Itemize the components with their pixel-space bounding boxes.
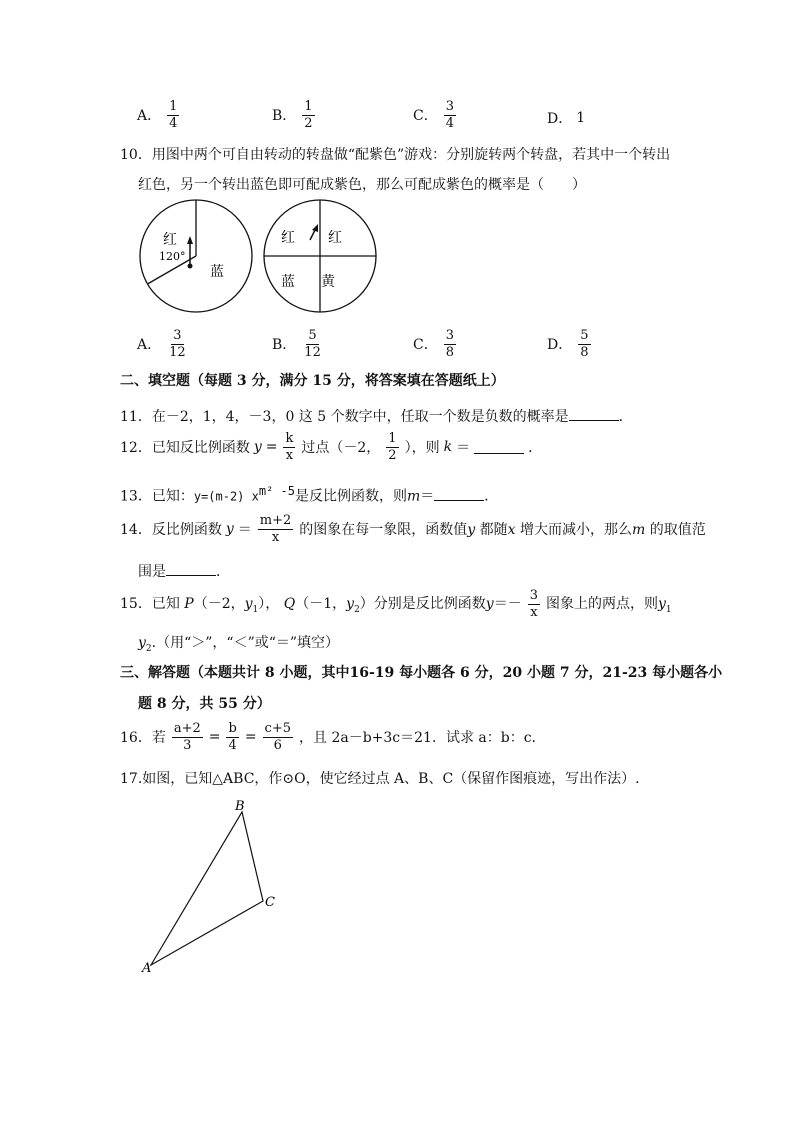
answer-blank xyxy=(166,563,216,576)
denominator: 8 xyxy=(580,344,589,360)
triangle-abc xyxy=(151,812,263,965)
q14-tail: 的取值范 xyxy=(645,522,706,539)
q15-tail: 图象上的两点，则 xyxy=(546,596,658,613)
q11-end: ． xyxy=(618,409,633,425)
spinner-1-pivot xyxy=(188,264,193,269)
q15-prefix: 15．已知 xyxy=(120,596,180,613)
q15-sub-1: 1 xyxy=(252,605,259,616)
question-17: 17.如图，已知△ABC，作⊙O，使它经过点 A、B、C（保留作图痕迹，写出作法）. xyxy=(120,771,640,787)
spinner-2-arrow-icon xyxy=(312,224,318,232)
fraction xyxy=(444,100,456,130)
q15-line2-sub: 2 xyxy=(145,643,152,654)
question-15-line2 xyxy=(138,636,339,654)
numerator: 5 xyxy=(580,328,589,343)
q15-line2-var-y: y xyxy=(138,635,146,651)
fraction xyxy=(226,722,238,752)
numerator: a+2 xyxy=(173,721,201,736)
q13-mid: 是反比例函数，则 xyxy=(294,488,407,505)
q14-equals: ＝ xyxy=(237,522,252,539)
q12-var-k: k xyxy=(443,439,453,456)
q15-point-p: P xyxy=(184,596,194,613)
numerator: 1 xyxy=(304,99,313,114)
numerator: 5 xyxy=(308,328,317,343)
q13-prefix: 13．已知： xyxy=(120,488,194,505)
denominator: 3 xyxy=(183,737,192,753)
denominator: 6 xyxy=(273,737,282,753)
fraction xyxy=(263,722,293,752)
answer-blank xyxy=(474,441,524,454)
fraction xyxy=(283,432,295,462)
section-3-title-line1: 三、解答题（本题共计 8 小题，其中16-19 每小题各 6 分，20 小题 7 分，21-23 每小题各小 xyxy=(120,665,723,681)
vertex-label-a: A xyxy=(142,961,152,976)
q12-equals-2: ＝ xyxy=(456,440,471,457)
question-11 xyxy=(120,408,633,424)
spinner-2-yellow-label: 黄 xyxy=(321,274,335,290)
q10-option-c xyxy=(413,329,458,359)
q15-close: ）， xyxy=(258,596,280,613)
q14-var-x: x xyxy=(507,522,516,539)
denominator: x xyxy=(285,447,294,463)
option-letter: B． xyxy=(272,108,297,125)
q12-end: ． xyxy=(528,440,543,457)
q10-option-b xyxy=(272,329,325,359)
q15-point-q: Q xyxy=(283,596,296,613)
answer-blank xyxy=(569,408,619,421)
q14-end: ． xyxy=(216,564,230,580)
q12-after: ），则 xyxy=(404,440,440,457)
question-15 xyxy=(120,589,672,619)
spinner-2-blue-label: 蓝 xyxy=(281,274,295,290)
numerator: k xyxy=(285,431,294,446)
denominator: 2 xyxy=(388,447,397,463)
option-letter: C． xyxy=(413,108,438,125)
fraction xyxy=(578,329,590,359)
question-13 xyxy=(120,485,498,504)
q14-mid3: 增大而减小，那么 xyxy=(515,522,632,539)
denominator: x xyxy=(271,529,280,545)
fraction xyxy=(167,100,179,130)
numerator: c+5 xyxy=(264,721,291,736)
option-letter: A． xyxy=(137,108,162,125)
fraction xyxy=(444,329,456,359)
q15-p-coord: （－2， xyxy=(193,596,245,613)
spinner-1-red-label: 红 xyxy=(163,232,177,248)
q13-equals: ＝ xyxy=(420,488,435,505)
spinner-1-blue-label: 蓝 xyxy=(210,264,224,280)
q9-option-c xyxy=(413,100,458,130)
option-letter: A． xyxy=(137,337,162,354)
triangle-figure xyxy=(135,795,295,980)
q13-expression: y=(m-2) x xyxy=(193,489,259,504)
question-12 xyxy=(120,432,542,462)
fraction xyxy=(258,514,294,544)
q15-line2-text: .（用“＞”，“＜”或“＝”填空） xyxy=(151,635,340,651)
vertex-label-c: C xyxy=(265,895,275,910)
denominator: 4 xyxy=(169,115,178,131)
denominator: x xyxy=(530,604,538,620)
q15-tail-sub: 1 xyxy=(665,605,672,616)
q14-var-y: y xyxy=(225,521,234,538)
q15-mid: ）分别是反比例函数 xyxy=(359,596,486,613)
q15-var-y1: y xyxy=(244,596,253,613)
denominator: 12 xyxy=(169,344,186,360)
question-16 xyxy=(120,722,546,752)
q14-mid: 的图象在每一象限，函数值 xyxy=(299,522,468,539)
q12-equals: = xyxy=(265,439,278,456)
option-letter: D． xyxy=(547,111,573,127)
q13-exponent: m² -5 xyxy=(258,484,295,498)
numerator: 3 xyxy=(445,99,454,114)
q10-option-d xyxy=(547,329,593,359)
q15-tail-var-y: y xyxy=(658,596,666,613)
denominator: 2 xyxy=(304,115,313,131)
fraction xyxy=(302,329,323,359)
option-letter: B． xyxy=(272,337,297,354)
q12-mid: 过点（－2， xyxy=(301,440,381,457)
spinner-2-red-label-2: 红 xyxy=(328,230,342,246)
q15-q-coord: （－1， xyxy=(295,596,347,613)
q10-line1: 10．用图中两个可自由转动的转盘做“配紫色”游戏：分别旋转两个转盘，若其中一个转出 xyxy=(120,147,671,163)
q16-tail: ，且 2a－b+3c＝21．试求 a：b：c． xyxy=(299,730,546,747)
spinners-figure xyxy=(138,198,378,318)
answer-blank xyxy=(434,488,484,501)
q14-prefix: 14．反比例函数 xyxy=(120,522,222,539)
q13-end: ． xyxy=(484,488,499,505)
numerator: 1 xyxy=(388,431,397,446)
q15-var-y: y xyxy=(485,596,494,613)
spinner-1-arrow-icon xyxy=(187,236,193,244)
q14-var-y2: y xyxy=(467,522,476,539)
q10-line2: 红色，另一个转出蓝色即可配成紫色，那么可配成紫色的概率是（ ） xyxy=(138,177,586,193)
section-2-title: 二、填空题（每题 3 分，满分 15 分，将答案填在答题纸上） xyxy=(120,373,505,389)
spinner-2-red-label-1: 红 xyxy=(281,230,295,246)
q14-line2: 围是 xyxy=(138,564,166,580)
q14-var-m: m xyxy=(631,522,646,539)
denominator: 12 xyxy=(304,344,321,360)
q15-sub-2: 2 xyxy=(354,605,360,616)
spinner-1-angle-label: 120° xyxy=(159,250,186,263)
q10-option-a xyxy=(137,329,190,359)
numerator: 1 xyxy=(169,99,178,114)
denominator: 8 xyxy=(445,344,454,360)
denominator: 4 xyxy=(445,115,454,131)
q9-option-b xyxy=(272,100,317,130)
q15-equals: ＝－ xyxy=(493,596,522,613)
option-letter: D． xyxy=(547,337,573,354)
fraction xyxy=(302,100,314,130)
question-14-line2 xyxy=(138,563,230,579)
fraction xyxy=(172,722,203,752)
q9-option-a xyxy=(137,100,181,130)
q13-var-m: m xyxy=(406,488,421,505)
numerator: m+2 xyxy=(259,513,292,528)
numerator: 3 xyxy=(173,328,182,343)
q16-equals-2: = xyxy=(244,729,257,746)
fraction xyxy=(386,432,398,462)
q12-var-y: y xyxy=(253,439,262,456)
fraction xyxy=(528,589,540,619)
q9-option-d xyxy=(547,108,585,128)
vertex-label-b: B xyxy=(235,799,245,814)
option-value: 1 xyxy=(576,110,586,126)
q12-prefix: 12．已知反比例函数 xyxy=(120,440,250,457)
section-3-title-line2: 题 8 分，共 55 分） xyxy=(138,696,271,712)
q14-mid2: 都随 xyxy=(475,522,508,539)
numerator: 3 xyxy=(445,328,454,343)
numerator: 3 xyxy=(529,588,538,603)
numerator: b xyxy=(228,721,237,736)
denominator: 4 xyxy=(228,737,237,753)
q15-var-y2: y xyxy=(346,596,355,613)
fraction xyxy=(167,329,188,359)
q16-equals-1: = xyxy=(208,729,221,746)
question-14 xyxy=(120,514,706,544)
q16-prefix: 16．若 xyxy=(120,730,166,747)
option-letter: C． xyxy=(413,337,438,354)
q11-text: 11．在－2，1，4，－3，0 这 5 个数字中，任取一个数是负数的概率是 xyxy=(120,409,569,425)
